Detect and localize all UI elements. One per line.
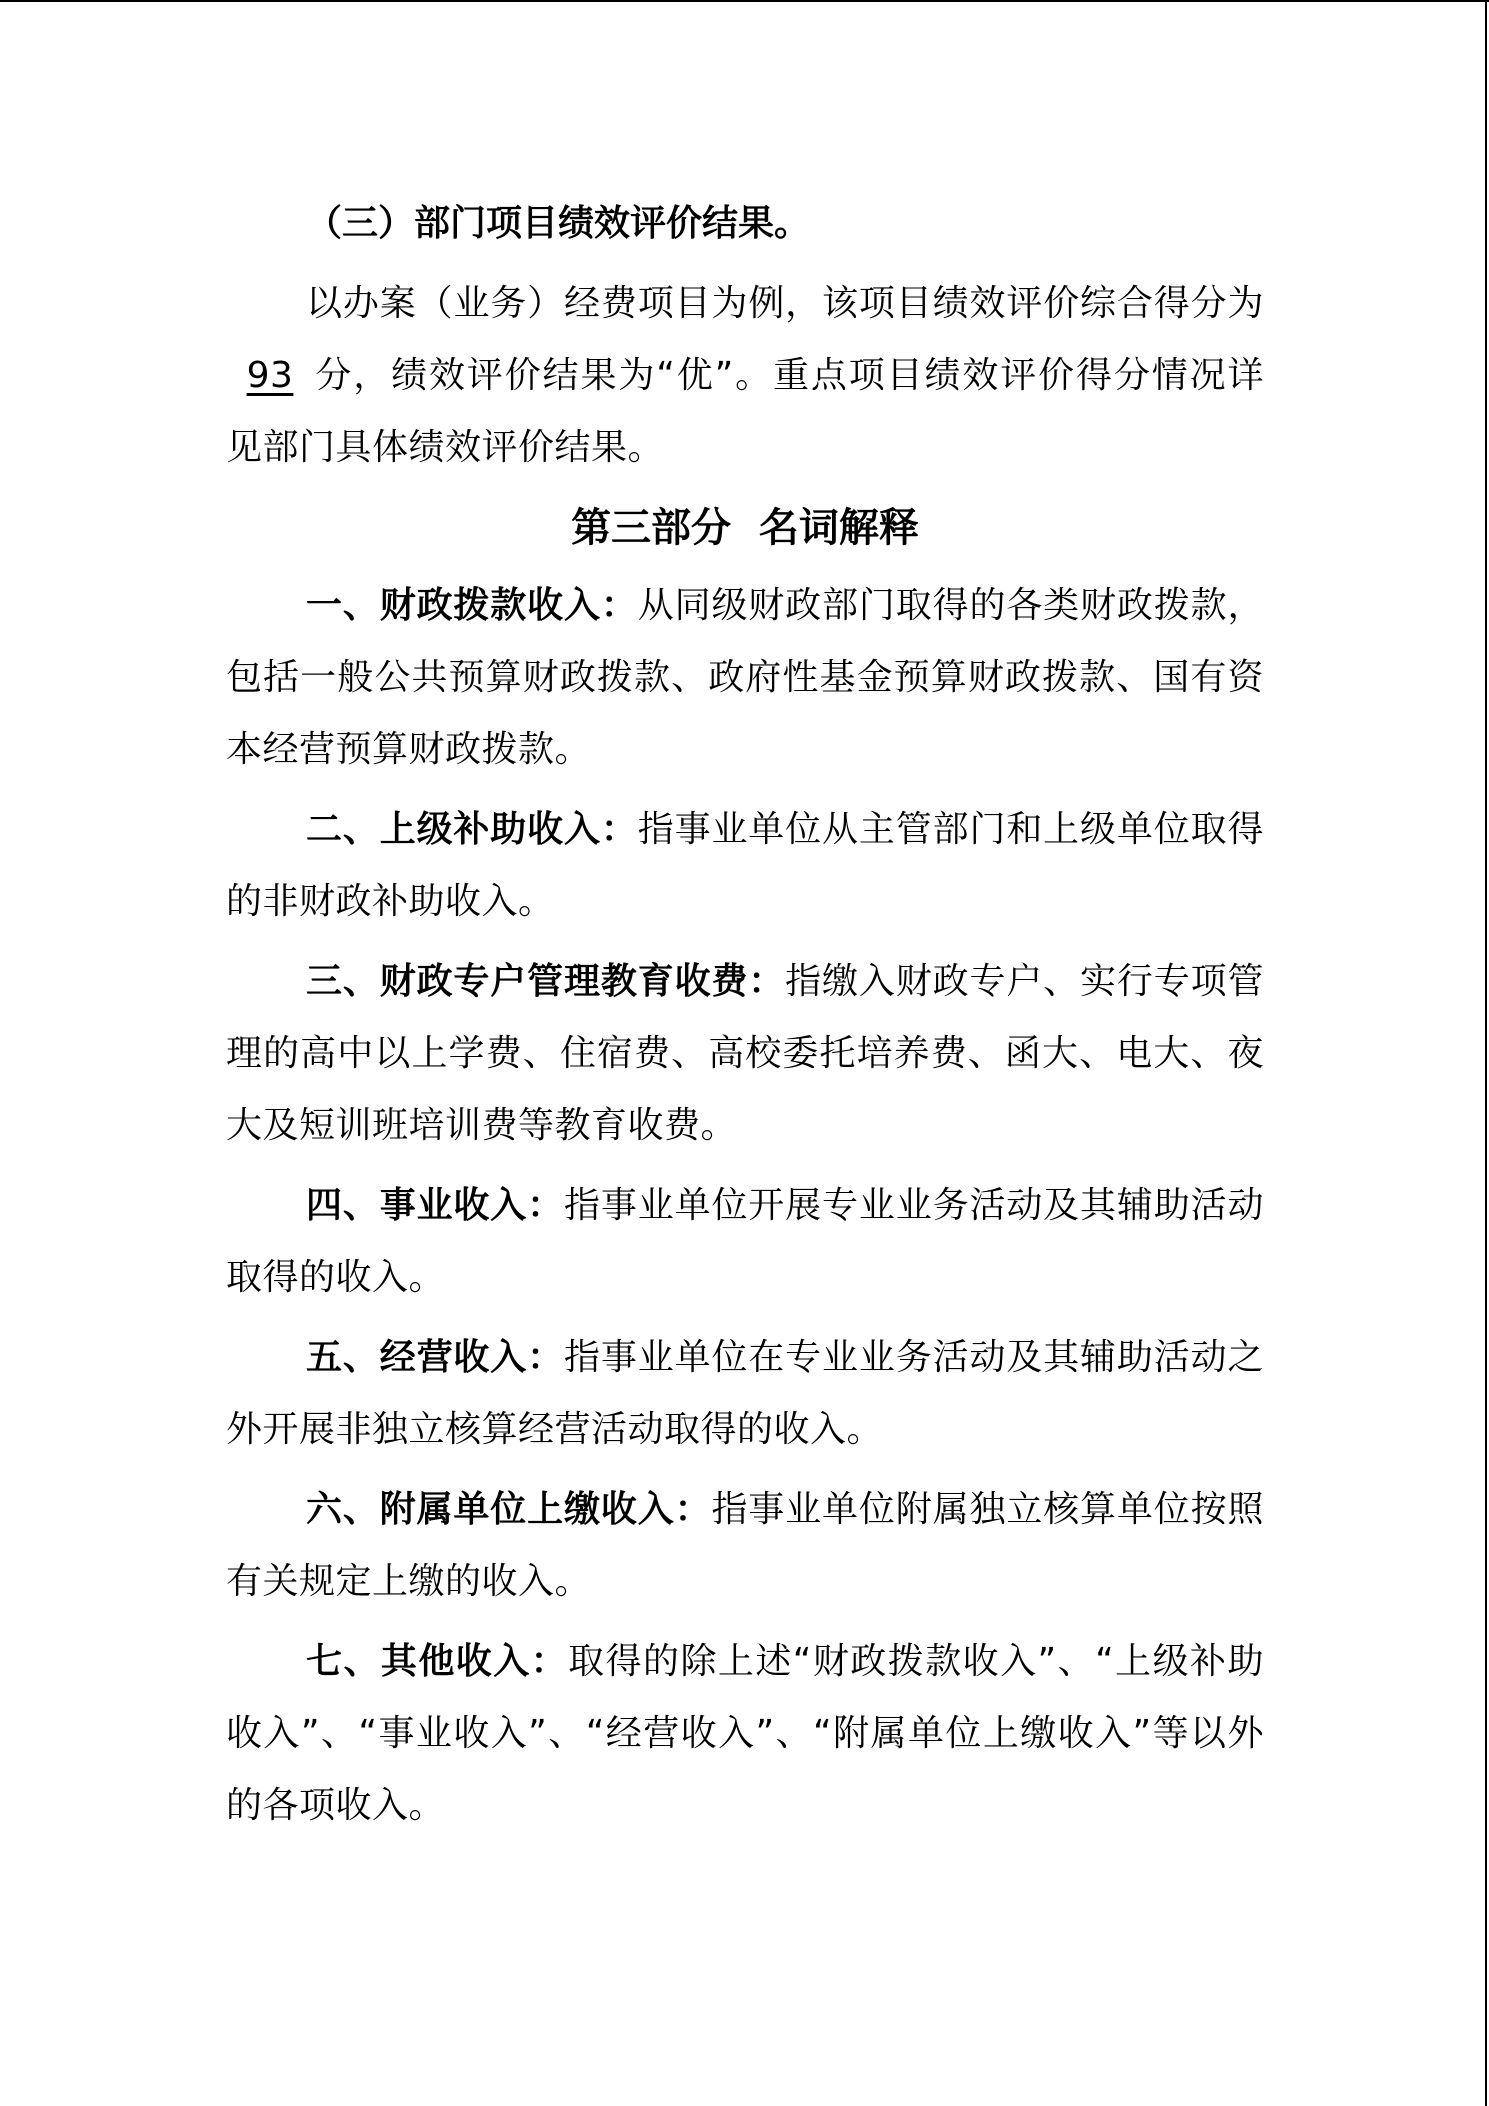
term-definition: 从同级财政部门取得的各类财政拨款，包括一般公共预算财政拨款、政府性基金预算财政拨款、国有资本经营预算财政拨款。	[226, 585, 1264, 770]
term-item	[226, 1322, 1264, 1466]
document-body	[226, 188, 1264, 1850]
term-definition: 指事业单位开展专业业务活动及其辅助活动取得的收入。	[226, 1185, 1264, 1298]
term-label: 六、附属单位上缴收入：	[306, 1489, 712, 1530]
page-top-border	[0, 0, 1489, 2]
performance-text-a: 以办案（业务）经费项目为例，该项目绩效评价综合得分为	[306, 283, 1264, 324]
part-title: 第三部分 名词解释	[571, 505, 919, 551]
score-value: 93	[246, 355, 294, 396]
term-label: 五、经营收入：	[306, 1337, 565, 1378]
term-label: 三、财政专户管理教育收费：	[306, 961, 786, 1002]
term-label: 二、上级补助收入：	[306, 809, 638, 850]
term-item	[226, 946, 1264, 1162]
term-label: 四、事业收入：	[306, 1185, 565, 1226]
term-definition: 指事业单位在专业业务活动及其辅助活动之外开展非独立核算经营活动取得的收入。	[226, 1337, 1264, 1450]
term-label: 七、其他收入：	[306, 1641, 569, 1682]
term-item	[226, 1170, 1264, 1314]
performance-paragraph	[226, 268, 1264, 484]
term-definition: 取得的除上述“财政拨款收入”、“上级补助收入”、“事业收入”、“经营收入”、“附属单位上缴收入”等以外的各项收入。	[226, 1641, 1264, 1826]
performance-text-b: 分，绩效评价结果为“优”。重点项目绩效评价得分情况详见部门具体绩效评价结果。	[226, 355, 1264, 468]
term-item	[226, 794, 1264, 938]
term-item	[226, 1626, 1264, 1842]
term-item	[226, 570, 1264, 786]
term-label: 一、财政拨款收入：	[306, 585, 638, 626]
term-definition: 指缴入财政专户、实行专项管理的高中以上学费、住宿费、高校委托培养费、函大、电大、夜大及短训班培训费等教育收费。	[226, 961, 1264, 1146]
term-definition: 指事业单位从主管部门和上级单位取得的非财政补助收入。	[226, 809, 1264, 922]
page-right-border	[1485, 0, 1487, 2106]
term-definition: 指事业单位附属独立核算单位按照有关规定上缴的收入。	[226, 1489, 1264, 1602]
section-heading-performance: （三）部门项目绩效评价结果。	[306, 203, 811, 244]
term-item	[226, 1474, 1264, 1618]
